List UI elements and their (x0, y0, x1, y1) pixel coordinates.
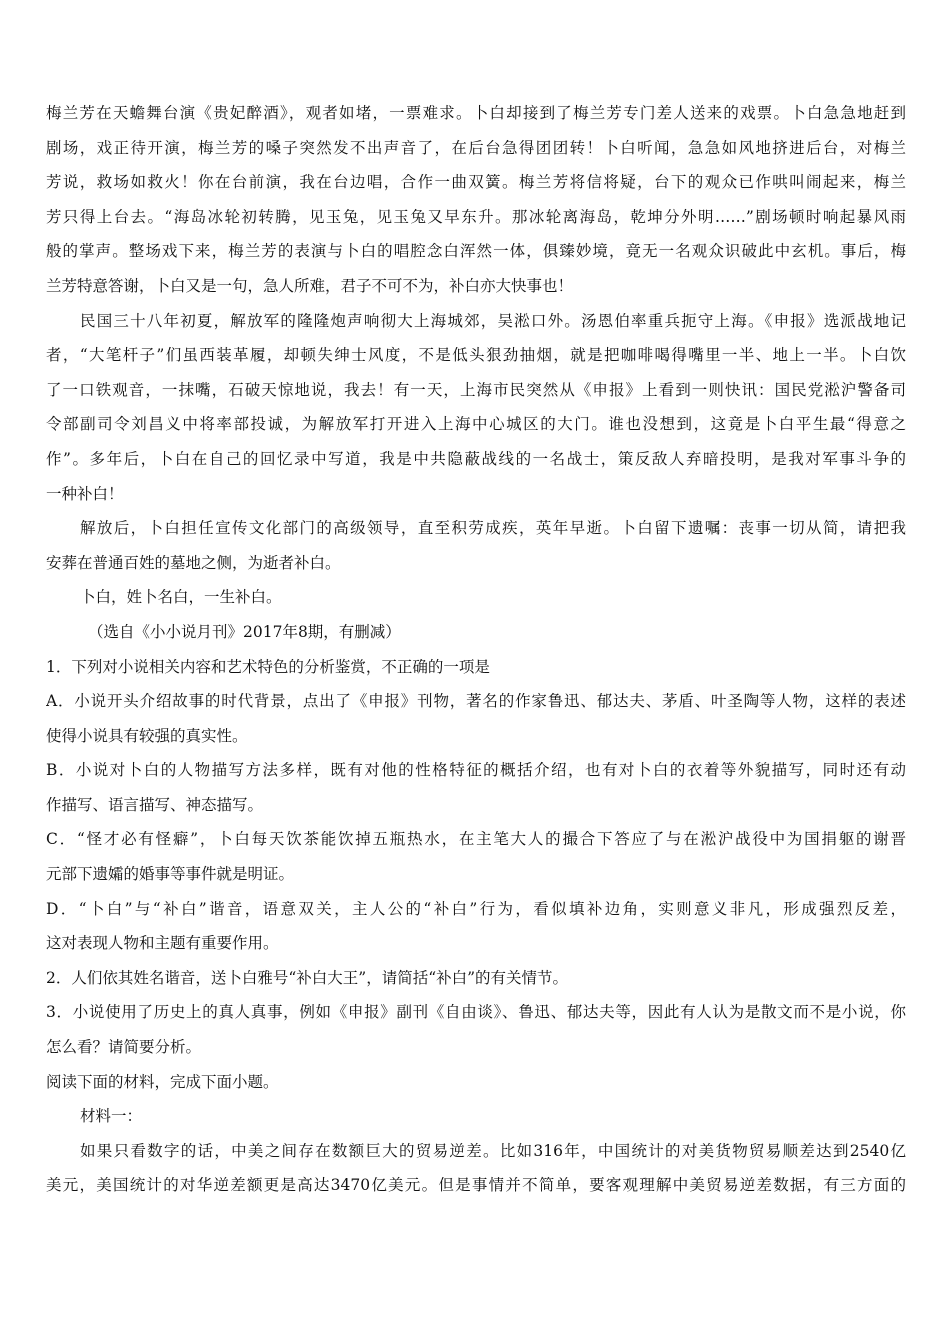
question-1: 1．下列对小说相关内容和艺术特色的分析鉴赏，不正确的一项是 (46, 657, 490, 676)
text-line: 美元，美国统计的对华逆差额更是高达3470亿美元。但是事情并不简单，要客观理解中美贸易逆差数据，有三方面的 (46, 1176, 906, 1195)
text-line: 民国三十八年初夏，解放军的隆隆炮声响彻大上海城郊，吴淞口外。汤恩伯率重兵扼守上海。《申报》选派战地记 (80, 311, 906, 330)
text-line: 剧场，戏正待开演，梅兰芳的嗓子突然发不出声音了，在后台急得团团转！卜白听闻，急急如风地挤进后台，对梅兰 (46, 138, 906, 157)
text-line: 安葬在普通百姓的墓地之侧，为逝者补白。 (46, 553, 341, 572)
option-b-cont: 作描写、语言描写、神态描写。 (46, 795, 264, 814)
text-line: 芳只得上台去。“海岛冰轮初转腾，见玉兔，见玉兔又早东升。那冰轮离海岛，乾坤分外明……”剧场顿时响起暴风雨 (46, 207, 906, 226)
text-line: 解放后，卜白担任宣传文化部门的高级领导，直至积劳成疾，英年早逝。卜白留下遗嘱：丧事一切从简，请把我 (80, 519, 906, 538)
material-heading: 材料一： (80, 1107, 143, 1126)
question-3: 3．小说使用了历史上的真人真事，例如《申报》副刊《自由谈》、鲁迅、郁达夫等，因此有人认为是散文而不是小说，你 (46, 1003, 906, 1022)
option-c-cont: 元部下遗孀的婚事等事件就是明证。 (46, 865, 295, 884)
text-line: 者，“大笔杆子”们虽西装革履，却顿失绅士风度，不是低头狠劲抽烟，就是把咖啡喝得嘴里一半、地上一半。卜白饮 (46, 346, 906, 365)
option-c: C．“怪才必有怪癖”，卜白每天饮茶能饮掉五瓶热水，在主笔大人的撮合下答应了与在淞沪战役中为国捐躯的谢晋 (46, 830, 906, 849)
text-line: 了一口铁观音，一抹嘴，石破天惊地说，我去！有一天，上海市民突然从《申报》上看到一则快讯：国民党淞沪警备司 (46, 380, 906, 399)
text-line: 令部副司令刘昌义中将率部投诚，为解放军打开进入上海中心城区的大门。谁也没想到，这竟是卜白平生最“得意之 (46, 415, 906, 434)
option-a: A．小说开头介绍故事的时代背景，点出了《申报》刊物，著名的作家鲁迅、郁达夫、茅盾、叶圣陶等人物，这样的表述 (46, 692, 906, 711)
question-2: 2．人们依其姓名谐音，送卜白雅号“补白大王”，请简括“补白”的有关情节。 (46, 968, 569, 987)
text-line: 兰芳特意答谢，卜白又是一句，急人所难，君子不可不为，补白亦大快事也！ (46, 276, 574, 295)
text-line: 芳说，救场如救火！你在台前演，我在台边唱，合作一曲双簧。梅兰芳将信将疑，台下的观众已作哄叫闹起来，梅兰 (46, 173, 906, 192)
reading-instruction: 阅读下面的材料，完成下面小题。 (46, 1072, 279, 1091)
text-line: 一种补白！ (46, 484, 124, 503)
source-citation: （选自《小小说月刊》2017年8期，有删减） (88, 622, 401, 641)
text-line: 卜白，姓卜名白，一生补白。 (80, 588, 282, 607)
text-line: 般的掌声。整场戏下来，梅兰芳的表演与卜白的唱腔念白浑然一体，俱臻妙境，竟无一名观众识破此中玄机。事后，梅 (46, 242, 906, 261)
text-line: 如果只看数字的话，中美之间存在数额巨大的贸易逆差。比如316年，中国统计的对美货物贸易顺差达到2540亿 (80, 1141, 906, 1160)
text-line: 梅兰芳在天蟾舞台演《贵妃醉酒》，观者如堵，一票难求。卜白却接到了梅兰芳专门差人送来的戏票。卜白急急地赶到 (46, 104, 906, 122)
option-a-cont: 使得小说具有较强的真实性。 (46, 726, 248, 745)
question-3-cont: 怎么看？请简要分析。 (46, 1038, 202, 1057)
option-d-cont: 这对表现人物和主题有重要作用。 (46, 934, 279, 953)
text-line: 作”。多年后，卜白在自己的回忆录中写道，我是中共隐蔽战线的一名战士，策反敌人弃暗投明，是我对军事斗争的 (46, 449, 906, 468)
option-d: D．“卜白”与“补白”谐音，语意双关，主人公的“补白”行为，看似填补边角，实则意义非凡，形成强烈反差， (46, 899, 906, 918)
option-b: B．小说对卜白的人物描写方法多样，既有对他的性格特征的概括介绍，也有对卜白的衣着等外貌描写，同时还有动 (46, 761, 906, 780)
